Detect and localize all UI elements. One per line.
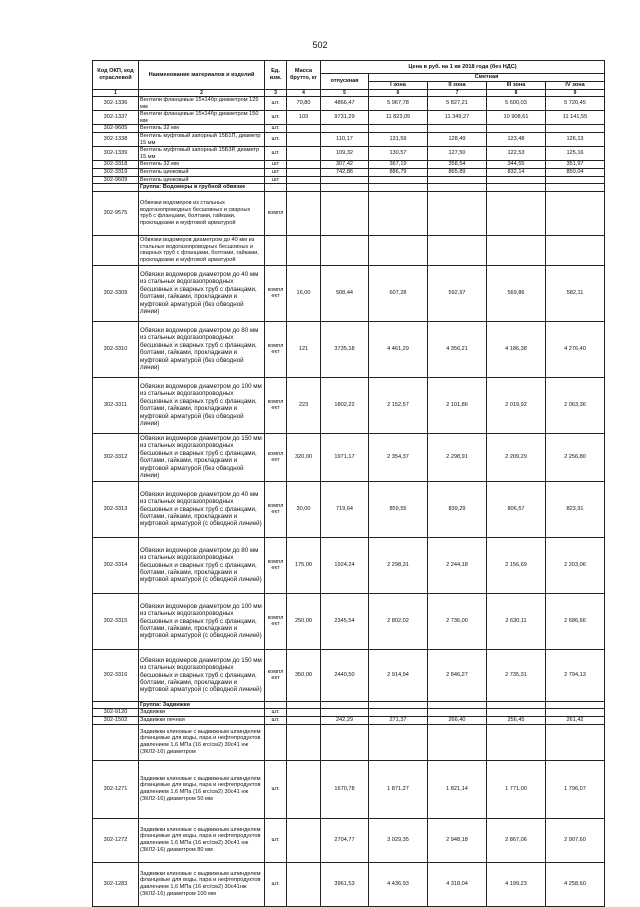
item-zone3-price: 2 019,92: [487, 377, 546, 433]
item-name: Задвижки клиновые с выдвижным шпинделем фланцевые для воды, пара и нефтепродуктов давлением 1,6 МПа (16 кгс/см2) 30с41 нж (ЗКЛ2-16) диаметром 80 мм: [139, 818, 265, 862]
item-unit: компл ект: [265, 433, 287, 481]
item-name: Вентиль муфтовый запорный 15Б1П, диаметр 15 мм: [139, 132, 265, 146]
header-release: отпускная: [321, 74, 369, 90]
item-mass: [287, 716, 321, 724]
item-code: 302-1336: [93, 97, 139, 111]
item-unit: шт.: [265, 125, 287, 133]
item-mass: 16,00: [287, 265, 321, 321]
item-release-price: [321, 191, 369, 235]
item-zone1-price: [369, 235, 428, 265]
item-mass: 121: [287, 321, 321, 377]
item-unit: компл ект: [265, 593, 287, 649]
item-zone3-price: 1 771,00: [487, 760, 546, 818]
item-mass: 320,00: [287, 433, 321, 481]
price-table: [92, 60, 605, 907]
item-zone3-price: 344,55: [487, 161, 546, 169]
item-zone1-price: [369, 176, 428, 184]
item-zone3-price: 2 630,11: [487, 593, 546, 649]
item-zone3-price: 569,86: [487, 265, 546, 321]
item-release-price: 242,29: [321, 716, 369, 724]
item-release-price: 9731,29: [321, 111, 369, 125]
item-zone2-price: 2 846,27: [428, 649, 487, 701]
item-zone2-price: [428, 125, 487, 133]
item-name: Задвижки печная: [139, 716, 265, 724]
item-release-price: 508,44: [321, 265, 369, 321]
item-code: 302-3309: [93, 265, 139, 321]
item-zone2-price: [428, 235, 487, 265]
item-name: Вентиль цинковый: [139, 176, 265, 184]
item-mass: 350,00: [287, 649, 321, 701]
item-unit: компл ект: [265, 265, 287, 321]
item-release-price: 3961,53: [321, 862, 369, 906]
item-code: 302-1339: [93, 147, 139, 161]
group-empty-cell: [487, 184, 546, 192]
item-zone2-price: 266,40: [428, 716, 487, 724]
item-mass: 175,00: [287, 537, 321, 593]
item-zone4-price: 5 720,45: [546, 97, 605, 111]
item-mass: [287, 161, 321, 169]
item-name: Вентили фланцевые 15ч14бр диаметром 150 мм: [139, 111, 265, 125]
item-unit: компл ект: [265, 377, 287, 433]
item-code: 302-9609: [93, 176, 139, 184]
item-code: 302-1338: [93, 132, 139, 146]
group-empty-cell: [546, 701, 605, 709]
item-code: 302-1271: [93, 760, 139, 818]
item-mass: [287, 168, 321, 176]
item-zone3-price: [487, 709, 546, 717]
table-row: [93, 191, 605, 235]
item-zone4-price: 2 686,66: [546, 593, 605, 649]
item-unit: шт.: [265, 709, 287, 717]
item-mass: [287, 760, 321, 818]
group-empty-cell: [546, 184, 605, 192]
item-code: 302-9120: [93, 709, 139, 717]
item-release-price: 2704,77: [321, 818, 369, 862]
item-zone4-price: 351,97: [546, 161, 605, 169]
item-zone4-price: 2 256,80: [546, 433, 605, 481]
item-release-price: 742,86: [321, 168, 369, 176]
item-zone1-price: [369, 191, 428, 235]
item-name: Вентили фланцевые 15ч14бр диаметром 125 мм: [139, 97, 265, 111]
item-zone2-price: [428, 176, 487, 184]
item-zone3-price: 122,53: [487, 147, 546, 161]
item-zone3-price: 2 156,69: [487, 537, 546, 593]
table-row: [93, 265, 605, 321]
item-zone2-price: [428, 709, 487, 717]
table-row: [93, 147, 605, 161]
item-code: 302-3315: [93, 593, 139, 649]
group-empty-cell: [265, 701, 287, 709]
item-unit: шт.: [265, 862, 287, 906]
item-release-price: 1924,24: [321, 537, 369, 593]
item-release-price: 3735,18: [321, 321, 369, 377]
item-mass: [287, 709, 321, 717]
group-empty-cell: [428, 184, 487, 192]
table-row: [93, 593, 605, 649]
item-zone1-price: 2 152,57: [369, 377, 428, 433]
column-number: 3: [265, 90, 287, 97]
item-unit: [265, 235, 287, 265]
item-name: Задвижки: [139, 709, 265, 717]
item-zone2-price: 127,50: [428, 147, 487, 161]
item-release-price: 1971,17: [321, 433, 369, 481]
group-empty-cell: [487, 701, 546, 709]
item-name: Обвязки водомеров диаметром до 80 мм из стальных водогазопроводных бесшовных и сварных труб с фланцами, болтами, гайками, прокладками и муфтовой арматурой (без обводной линии): [139, 321, 265, 377]
item-zone1-price: 367,19: [369, 161, 428, 169]
item-zone1-price: [369, 709, 428, 717]
item-zone1-price: 4 461,29: [369, 321, 428, 377]
item-zone1-price: 886,79: [369, 168, 428, 176]
item-zone4-price: [546, 235, 605, 265]
table-row: [93, 377, 605, 433]
item-zone3-price: 832,14: [487, 168, 546, 176]
table-row: [93, 724, 605, 760]
table-row: [93, 649, 605, 701]
column-number: 8: [487, 90, 546, 97]
table-row: [93, 125, 605, 133]
item-release-price: 2345,54: [321, 593, 369, 649]
item-code: 302-3312: [93, 433, 139, 481]
item-name: Вентиль 32 мм: [139, 125, 265, 133]
item-name: Обвязки водомеров диаметром до 150 мм из стальных водогазопроводных бесшовных и сварных труб с фланцами, болтами, гайками, прокладками и муфтовой арматурой (с обводной линией): [139, 649, 265, 701]
item-code: [93, 235, 139, 265]
item-name: Задвижки клиновые с выдвижным шпинделем фланцевые для воды, пара и нефтепродуктов давлением 1,6 МПа (16 кгс/см2) 30с41 нж (ЗКЛ2-16) диаметром: [139, 724, 265, 760]
item-release-price: 1670,78: [321, 760, 369, 818]
item-name: Обвязки водомеров диаметром до 40 мм из стальных водогазопроводных бесшовных и сварных труб с фланцами, болтами, гайками, прокладками и муфтовой арматурой (без обводной линии): [139, 265, 265, 321]
table-row: [93, 132, 605, 146]
item-zone1-price: 271,37: [369, 716, 428, 724]
group-empty-cell: [369, 701, 428, 709]
item-name: Обвязки водомеров диаметром до 40 мм из стальных водогазопроводных бесшовных и сварных труб с фланцами, болтами, гайками, прокладками и муфтовой арматурой: [139, 235, 265, 265]
item-zone3-price: 2 209,29: [487, 433, 546, 481]
item-zone2-price: 358,54: [428, 161, 487, 169]
item-mass: [287, 176, 321, 184]
item-name: Обвязки водомеров диаметром до 150 мм из стальных водогазопроводных бесшовных и сварных труб с фланцами, болтами, гайками, прокладками и муфтовой арматурой (без обводной линии): [139, 433, 265, 481]
item-name: Обвязки водомеров из стальных водогазопроводных бесшовных и сварных труб с фланцами, болтами, гайками, прокладками и муфтовой арматурой: [139, 191, 265, 235]
item-zone3-price: [487, 724, 546, 760]
item-code: 302-1283: [93, 862, 139, 906]
item-release-price: [321, 176, 369, 184]
item-zone4-price: [546, 191, 605, 235]
item-mass: [287, 818, 321, 862]
item-zone4-price: 4 258,60: [546, 862, 605, 906]
item-mass: [287, 191, 321, 235]
item-zone3-price: 2 735,31: [487, 649, 546, 701]
group-code-cell: [93, 184, 139, 192]
item-code: 302-1272: [93, 818, 139, 862]
item-code: 302-3318: [93, 161, 139, 169]
item-release-price: 4866,47: [321, 97, 369, 111]
item-name: Задвижки клиновые с выдвижным шпинделем фланцевые для воды, пара и нефтепродуктов давлением 1,6 МПа (16 кгс/см2) 30с41 нж (ЗКЛ2-16) диаметром 50 мм: [139, 760, 265, 818]
item-zone4-price: 126,13: [546, 132, 605, 146]
item-zone3-price: 4 186,38: [487, 321, 546, 377]
item-zone1-price: 2 914,94: [369, 649, 428, 701]
item-unit: [265, 724, 287, 760]
item-zone4-price: 125,16: [546, 147, 605, 161]
item-zone3-price: 4 199,23: [487, 862, 546, 906]
group-empty-cell: [369, 184, 428, 192]
item-unit: шт.: [265, 97, 287, 111]
header-zone2: II зона: [428, 82, 487, 90]
table-row: [93, 716, 605, 724]
item-name: Вентиль муфтовый запорный 15Б3Р, диаметр 15 мм: [139, 147, 265, 161]
table-row: [93, 709, 605, 717]
item-release-price: 307,42: [321, 161, 369, 169]
item-zone2-price: 4 356,21: [428, 321, 487, 377]
item-zone1-price: [369, 724, 428, 760]
column-number: 1: [93, 90, 139, 97]
item-release-price: 109,32: [321, 147, 369, 161]
item-zone1-price: 1 871,27: [369, 760, 428, 818]
item-zone4-price: 2 907,60: [546, 818, 605, 862]
item-zone1-price: 131,59: [369, 132, 428, 146]
item-zone2-price: 1 821,14: [428, 760, 487, 818]
header-price-group: Цена в руб. на 1 кв 2018 года (без НДС): [321, 61, 605, 74]
item-code: 302-1502: [93, 716, 139, 724]
item-zone4-price: [546, 709, 605, 717]
table-row: [93, 176, 605, 184]
column-number: 6: [369, 90, 428, 97]
table-row: [93, 433, 605, 481]
item-zone2-price: 2 244,18: [428, 537, 487, 593]
column-number: 7: [428, 90, 487, 97]
table-row: [93, 168, 605, 176]
item-code: 302-3316: [93, 649, 139, 701]
item-unit: шт.: [265, 132, 287, 146]
group-empty-cell: [428, 701, 487, 709]
item-zone2-price: 128,49: [428, 132, 487, 146]
item-zone2-price: [428, 724, 487, 760]
group-title: Группа: Задвижки: [139, 701, 265, 709]
item-zone4-price: 823,91: [546, 481, 605, 537]
table-row: [93, 760, 605, 818]
item-zone4-price: 1 796,07: [546, 760, 605, 818]
item-code: 302-3310: [93, 321, 139, 377]
item-zone4-price: [546, 176, 605, 184]
header-zone1: I зона: [369, 82, 428, 90]
item-mass: 103: [287, 111, 321, 125]
item-mass: 250,00: [287, 593, 321, 649]
table-row: [93, 235, 605, 265]
header-estimate: Сметная: [369, 74, 605, 82]
header-zone4: IV зона: [546, 82, 605, 90]
item-name: Обвязки водомеров диаметром до 100 мм из стальных водогазопроводных бесшовных и сварных труб с фланцами, болтами, гайками, прокладками и муфтовой арматурой (с обводной линией): [139, 593, 265, 649]
table-row: [93, 321, 605, 377]
header-zone3: III зона: [487, 82, 546, 90]
item-zone4-price: 4 276,40: [546, 321, 605, 377]
table-row: [93, 97, 605, 111]
item-zone2-price: 2 101,86: [428, 377, 487, 433]
item-zone1-price: 5 967,78: [369, 97, 428, 111]
group-empty-cell: [287, 184, 321, 192]
item-mass: 223: [287, 377, 321, 433]
item-unit: компл ект: [265, 537, 287, 593]
item-release-price: [321, 724, 369, 760]
item-unit: шт: [265, 176, 287, 184]
item-zone1-price: 130,57: [369, 147, 428, 161]
item-code: 302-3314: [93, 537, 139, 593]
item-zone2-price: 11 349,27: [428, 111, 487, 125]
item-zone1-price: 2 802,02: [369, 593, 428, 649]
item-zone4-price: [546, 724, 605, 760]
item-zone3-price: 2 867,06: [487, 818, 546, 862]
item-code: 302-9575: [93, 191, 139, 235]
item-zone4-price: 11 141,55: [546, 111, 605, 125]
item-zone1-price: 2 298,31: [369, 537, 428, 593]
item-zone1-price: 3 029,35: [369, 818, 428, 862]
item-release-price: 1802,22: [321, 377, 369, 433]
item-zone2-price: 865,89: [428, 168, 487, 176]
item-release-price: [321, 125, 369, 133]
item-zone3-price: [487, 191, 546, 235]
item-unit: шт.: [265, 818, 287, 862]
item-zone4-price: 2 063,36: [546, 377, 605, 433]
group-empty-cell: [287, 701, 321, 709]
item-unit: компл ект: [265, 321, 287, 377]
item-zone4-price: 2 794,13: [546, 649, 605, 701]
item-mass: 30,00: [287, 481, 321, 537]
column-number: 2: [139, 90, 265, 97]
item-zone3-price: 5 600,03: [487, 97, 546, 111]
item-unit: компл ект: [265, 481, 287, 537]
item-zone3-price: 806,57: [487, 481, 546, 537]
item-zone3-price: [487, 235, 546, 265]
item-code: 302-3319: [93, 168, 139, 176]
item-mass: [287, 125, 321, 133]
item-mass: [287, 724, 321, 760]
item-zone4-price: 582,11: [546, 265, 605, 321]
group-row: [93, 701, 605, 709]
item-zone2-price: 2 298,91: [428, 433, 487, 481]
item-mass: [287, 862, 321, 906]
header-unit: Ед. изм.: [265, 61, 287, 90]
page-number: 502: [312, 40, 328, 50]
item-zone3-price: [487, 176, 546, 184]
item-zone2-price: 5 827,21: [428, 97, 487, 111]
item-release-price: 2440,50: [321, 649, 369, 701]
column-number-row: [93, 90, 605, 97]
table-row: [93, 111, 605, 125]
group-code-cell: [93, 701, 139, 709]
item-mass: [287, 235, 321, 265]
item-zone1-price: 11 823,05: [369, 111, 428, 125]
item-code: 302-9605: [93, 125, 139, 133]
table-row: [93, 862, 605, 906]
header-name: Наименование материалов и изделий: [139, 61, 265, 90]
header-mass: Масса брутто, кг: [287, 61, 321, 90]
group-empty-cell: [321, 184, 369, 192]
item-unit: шт.: [265, 760, 287, 818]
item-unit: шт: [265, 161, 287, 169]
column-number: 9: [546, 90, 605, 97]
item-name: Обвязки водомеров диаметром до 40 мм из стальных водогазопроводных бесшовных и сварных труб с фланцами, болтами, гайками, прокладками и муфтовой арматурой (с обводной линией): [139, 481, 265, 537]
item-zone3-price: [487, 125, 546, 133]
item-code: 302-3311: [93, 377, 139, 433]
item-unit: компл ект: [265, 649, 287, 701]
item-unit: компл: [265, 191, 287, 235]
item-name: Обвязки водомеров диаметром до 80 мм из стальных водогазопроводных бесшовных и сварных труб с фланцами, болтами, гайками, прокладками и муфтовой арматурой (с обводной линией): [139, 537, 265, 593]
item-zone4-price: [546, 125, 605, 133]
item-zone1-price: 859,55: [369, 481, 428, 537]
table-row: [93, 818, 605, 862]
item-mass: [287, 147, 321, 161]
item-unit: шт: [265, 168, 287, 176]
item-mass: [287, 132, 321, 146]
item-zone2-price: 2 736,00: [428, 593, 487, 649]
item-zone3-price: 256,45: [487, 716, 546, 724]
item-zone4-price: 850,04: [546, 168, 605, 176]
column-number: 4: [287, 90, 321, 97]
item-unit: шт.: [265, 147, 287, 161]
item-zone4-price: 261,42: [546, 716, 605, 724]
item-release-price: 110,17: [321, 132, 369, 146]
item-zone3-price: 123,48: [487, 132, 546, 146]
table-row: [93, 161, 605, 169]
item-name: Обвязки водомеров диаметром до 100 мм из стальных водогазопроводных бесшовных и сварных труб с фланцами, болтами, гайками, прокладками и муфтовой арматурой (без обводной линии): [139, 377, 265, 433]
item-code: 302-3313: [93, 481, 139, 537]
item-zone2-price: 839,29: [428, 481, 487, 537]
item-release-price: [321, 235, 369, 265]
item-zone3-price: 10 908,61: [487, 111, 546, 125]
item-zone1-price: [369, 125, 428, 133]
item-zone1-price: 607,28: [369, 265, 428, 321]
item-release-price: 719,64: [321, 481, 369, 537]
item-zone2-price: 592,97: [428, 265, 487, 321]
item-release-price: [321, 709, 369, 717]
group-empty-cell: [321, 701, 369, 709]
item-name: Вентиль 32 мм: [139, 161, 265, 169]
item-unit: шт.: [265, 716, 287, 724]
item-zone1-price: 2 354,37: [369, 433, 428, 481]
item-mass: 70,80: [287, 97, 321, 111]
header-code: Код ОКП, код отраслевой: [93, 61, 139, 90]
group-row: [93, 184, 605, 192]
group-empty-cell: [265, 184, 287, 192]
item-zone4-price: 2 203,06: [546, 537, 605, 593]
table-row: [93, 481, 605, 537]
item-name: Вентиль цинковый: [139, 168, 265, 176]
table-row: [93, 537, 605, 593]
item-code: 302-1337: [93, 111, 139, 125]
item-unit: шт.: [265, 111, 287, 125]
item-name: Задвижки клиновые с выдвижным шпинделем фланцевые для воды, пара и нефтепродуктов давлением 1,6 МПа (16 кгс/см2) 30с41нж (ЗКЛ2-16) диаметром 100 мм: [139, 862, 265, 906]
item-zone2-price: [428, 191, 487, 235]
item-zone1-price: 4 436,93: [369, 862, 428, 906]
group-title: Группа: Водомеры в грубной обвязке: [139, 184, 265, 192]
item-zone2-price: 2 948,18: [428, 818, 487, 862]
item-code: [93, 724, 139, 760]
item-zone2-price: 4 318,04: [428, 862, 487, 906]
column-number: 5: [321, 90, 369, 97]
